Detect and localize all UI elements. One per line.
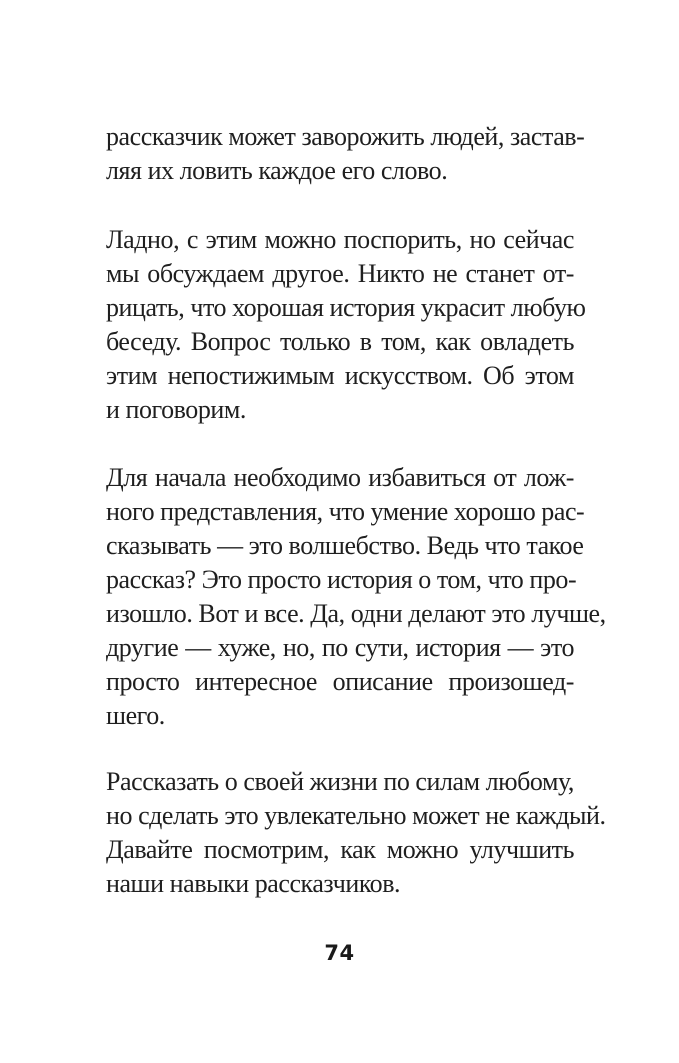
text-line: этим непостижимым искусством. Об этом [106,361,574,390]
text-line: Рассказать о своей жизни по силам любому, [106,767,574,796]
text-line: другие — хуже, но, по сути, история — это [106,633,574,662]
text-line: и поговорим. [106,395,246,424]
page-number: 74 [324,941,355,965]
text-line: но сделать это увлекательно может не каждый. [106,801,606,830]
text-line: Давайте посмотрим, как можно улучшить [106,835,574,864]
text-line: рассказчик может заворожить людей, застав- [106,122,585,151]
text-line: рассказ? Это просто история о том, что про- [106,565,577,594]
text-line: шего. [106,701,165,730]
text-line: мы обсуждаем другое. Никто не станет от- [106,259,574,288]
text-line: Для начала необходимо избавиться от лож- [106,463,574,492]
paragraph-1 [106,120,585,188]
paragraph-3 [106,461,606,733]
text-line: просто интересное описание произошед- [106,667,574,696]
text-line: рицать, что хорошая история украсит любую [106,293,586,322]
text-line: наши навыки рассказчиков. [106,869,401,898]
text-line: Ладно, с этим можно поспорить, но сейчас [106,225,574,254]
text-line: сказывать — это волшебство. Ведь что такое [106,531,584,560]
text-line: ляя их ловить каждое его слово. [106,156,448,185]
text-line: ного представления, что умение хорошо рас- [106,497,585,526]
paragraph-4 [106,765,606,901]
text-line: изошло. Вот и все. Да, одни делают это лучше, [106,599,606,628]
text-line: беседу. Вопрос только в том, как овладеть [106,327,574,356]
paragraph-2 [106,223,586,427]
